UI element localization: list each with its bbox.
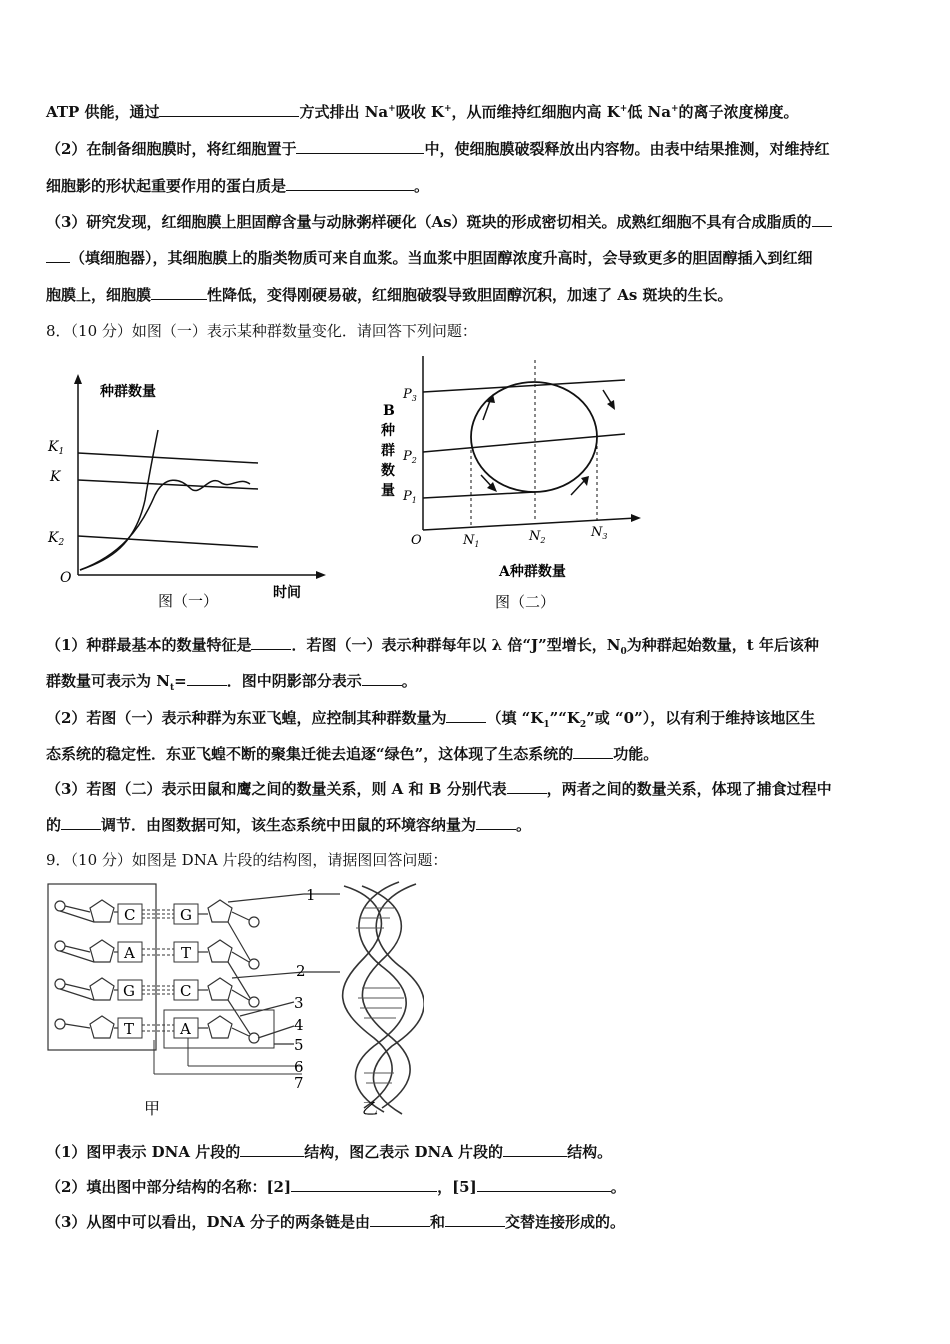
q8-s2-line-1: （2）若图（一）表示种群为东亚飞蝗，应控制其种群数量为 （填 “$K_1”“K_2$”或 “0”），以有利于维持该地区生 (46, 709, 816, 730)
blank[interactable] (151, 285, 207, 300)
svg-text:O: O (60, 570, 72, 586)
svg-text:群: 群 (381, 443, 395, 459)
blank[interactable] (286, 176, 414, 191)
blank[interactable] (187, 671, 227, 686)
blank[interactable] (61, 815, 101, 830)
blank[interactable] (476, 815, 516, 830)
svg-text:T: T (124, 1020, 135, 1038)
right-bases (174, 904, 198, 1038)
svg-text:B: B (383, 403, 395, 419)
figure-1-caption: 图（一） (158, 592, 219, 610)
left-bases (118, 904, 142, 1038)
q7-p2-line-1: （2）在制备细胞膜时，将红细胞置于 中，使细胞膜破裂释放出内容物。由表中结果推测，对维持红 (46, 140, 830, 158)
svg-text:T: T (181, 944, 192, 962)
blank[interactable] (573, 744, 613, 759)
blank[interactable] (362, 671, 402, 686)
svg-text:4: 4 (294, 1016, 304, 1034)
svg-text:种: 种 (381, 423, 395, 439)
svg-text:G: G (123, 982, 135, 1000)
svg-text:5: 5 (294, 1036, 304, 1054)
svg-text:6: 6 (294, 1058, 304, 1076)
k1-line (78, 453, 258, 463)
blank[interactable] (812, 212, 832, 227)
svg-text:P1: $P_1$ (403, 489, 417, 505)
q7-p3-line-3: 胞膜上，细胞膜 性降低，变得刚硬易破，红细胞破裂导致胆固醇沉积，加速了 As 斑块的生长。 (46, 286, 733, 304)
svg-text:O: O (411, 533, 422, 548)
dna-structure-figure (44, 878, 424, 1123)
blank[interactable] (46, 248, 70, 263)
q7-p2-line-2: 细胞影的形状起重要作用的蛋白质是 。 (46, 177, 430, 195)
svg-text:G: G (180, 906, 192, 924)
x-axis-label: A种群数量 (499, 564, 566, 580)
svg-text:K: K (50, 469, 61, 485)
svg-text:7: 7 (294, 1074, 304, 1092)
svg-text:N1: $N_1$ (463, 533, 480, 549)
blank[interactable] (503, 1142, 567, 1157)
x-axis-label: 时间 (273, 585, 301, 601)
blank[interactable] (477, 1177, 611, 1192)
label-jia: 甲 (144, 1099, 161, 1118)
q8-s3-line-2: 的 调节．由图数据可知，该生态系统中田鼠的环境容纳量为 。 (46, 816, 532, 834)
y-axis-label: 种群数量 (100, 384, 156, 400)
figure-2-predator-prey (375, 350, 645, 615)
q8-s1-line-1: （1）种群最基本的数量特征是 ．若图（一）表示种群每年以 λ 倍“J”型增长，$N_0$为种群起始数量，t 年后该种 (46, 636, 819, 657)
svg-text:K2: $K_2$ (48, 530, 65, 548)
svg-text:3: 3 (294, 994, 304, 1012)
q9-heading: 9．（10 分）如图是 DNA 片段的结构图，请据图回答问题： (46, 851, 448, 869)
svg-text:A: A (124, 944, 135, 962)
q8-s2-line-2: 态系统的稳定性．东亚飞蝗不断的聚集迁徙去追逐“绿色”，这体现了生态系统的 功能。 (46, 745, 659, 763)
svg-text:量: 量 (381, 483, 395, 499)
j-curve (80, 430, 158, 570)
q8-heading: 8．（10 分）如图（一）表示某种群数量变化．请回答下列问题： (46, 322, 477, 340)
svg-text:C: C (124, 906, 136, 924)
q7-line-1: ATP 供能，通过 方式排出 Na+吸收 K+，从而维持红细胞内高 K+低 Na+的离子浓度梯度。 (46, 103, 799, 121)
s-curve (80, 480, 250, 570)
blank[interactable] (445, 1212, 505, 1227)
svg-text:P3: $P_3$ (403, 387, 417, 403)
blank[interactable] (159, 102, 299, 117)
blank[interactable] (251, 635, 291, 650)
q7-p3-line-1: （3）研究发现，红细胞膜上胆固醇含量与动脉粥样硬化（As）斑块的形成密切相关。成熟红细胞不具有合成脂质的 (46, 211, 832, 232)
svg-text:C: C (180, 982, 192, 1000)
blank[interactable] (446, 708, 486, 723)
q7-p3-line-2: （填细胞器），其细胞膜上的脂类物质可来自血浆。当血浆中胆固醇浓度升高时，会导致更多的胆固醇插入到红细 (46, 247, 813, 268)
q9-s2: （2）填出图中部分结构的名称：[2] ，[5] 。 (46, 1178, 626, 1196)
figure-2-caption: 图（二） (495, 593, 556, 611)
svg-text:N2: $N_2$ (529, 529, 546, 545)
svg-text:1: 1 (306, 886, 316, 904)
blank[interactable] (370, 1212, 430, 1227)
q9-s3: （3）从图中可以看出，DNA 分子的两条链是由 和 交替连接形成的。 (46, 1213, 626, 1231)
q9-s1: （1）图甲表示 DNA 片段的 结构，图乙表示 DNA 片段的 结构。 (46, 1143, 613, 1161)
blank[interactable] (240, 1142, 304, 1157)
svg-text:A: A (180, 1020, 191, 1038)
figure-1-population-curve (40, 370, 330, 615)
k2-line (78, 536, 258, 547)
svg-text:2: 2 (296, 962, 306, 980)
svg-text:P2: $P_2$ (403, 449, 417, 465)
label-yi: 乙 (362, 1099, 379, 1118)
svg-text:数: 数 (381, 463, 395, 479)
svg-text:N3: $N_3$ (591, 525, 608, 541)
q8-s1-line-2: 群数量可表示为 $N_t=$ ．图中阴影部分表示 。 (46, 672, 417, 693)
blank[interactable] (296, 139, 424, 154)
blank[interactable] (507, 779, 547, 794)
q8-s3-line-1: （3）若图（二）表示田鼠和鹰之间的数量关系，则 A 和 B 分别代表 ，两者之间的数量关系，体现了捕食过程中 (46, 780, 832, 798)
svg-text:K1: $K_1$ (48, 439, 65, 457)
blank[interactable] (291, 1177, 437, 1192)
